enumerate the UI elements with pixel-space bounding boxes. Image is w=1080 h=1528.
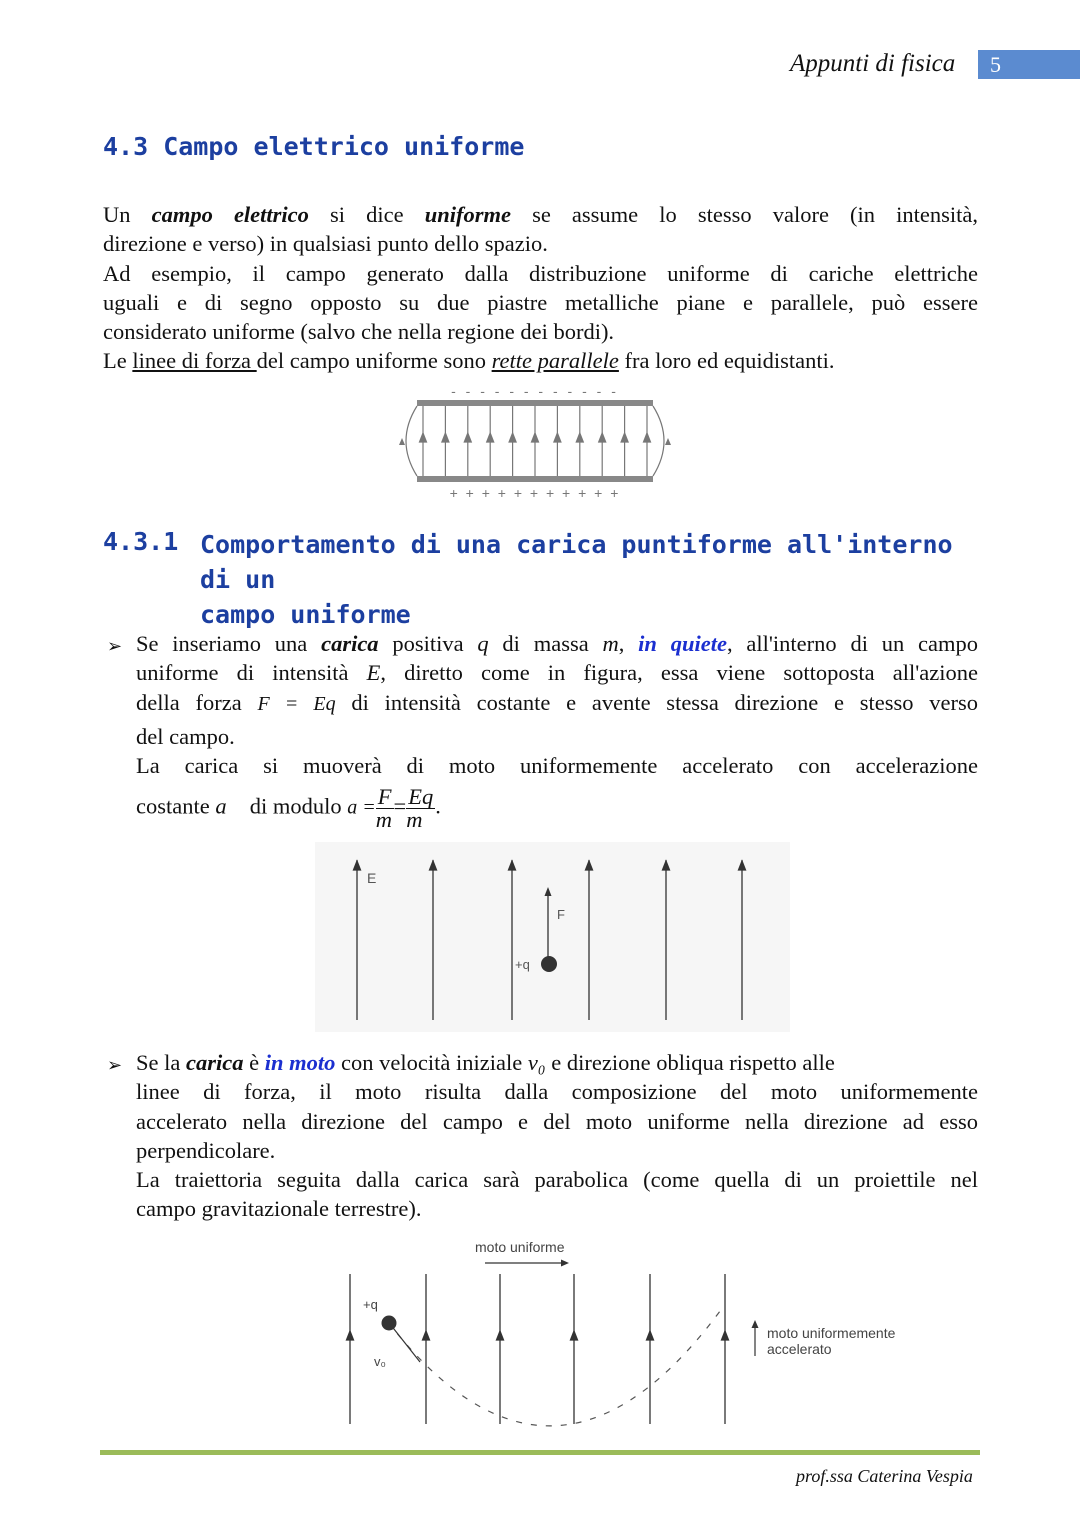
text-line: Le linee di forza del campo uniforme sono rette parallele fra loro ed equidistanti. (103, 348, 835, 374)
edge-arrow-left (399, 438, 405, 445)
trajectory-dashed (388, 1307, 723, 1426)
label-accel-line2: accelerato (767, 1341, 832, 1357)
text-line: Se la carica è in moto con velocità iniziale v₀ e direzione obliqua rispetto alle (136, 1050, 835, 1075)
field-line-arrowhead (487, 433, 494, 442)
top-plate (417, 400, 653, 406)
section-heading: 4.3 Campo elettrico uniforme (103, 132, 525, 161)
subsection-heading (200, 527, 960, 632)
field-line-arrowhead (599, 433, 606, 442)
field-line-arrowhead (423, 1331, 430, 1340)
field-line-arrowhead (509, 433, 516, 442)
text-line: accelerato nella direzione del campo e del moto uniforme nella direzione ad esso (136, 1108, 978, 1134)
edge-field-left (406, 406, 417, 476)
subsection-heading-line2: campo uniforme (200, 600, 411, 629)
field-line-arrowhead (576, 433, 583, 442)
text-line: linee di forza, il moto risulta dalla composizione del moto uniformemente (136, 1079, 978, 1105)
field-line-arrowhead (722, 1331, 729, 1340)
label-uniform-motion: moto uniforme (475, 1239, 565, 1255)
acceleration-arrowhead (752, 1320, 759, 1328)
figure-charge-at-rest (315, 842, 790, 1032)
subsection-heading-line1: Comportamento di una carica puntiforme all'interno di un (200, 530, 953, 594)
field-line-arrowhead (644, 433, 651, 442)
field-line-arrowhead (347, 1331, 354, 1340)
text-line: del campo. (136, 723, 235, 749)
paragraph-definition (103, 200, 978, 376)
text-line: considerato uniforme (salvo che nella regione dei bordi). (103, 319, 615, 345)
figure-parabolic-trajectory (340, 1232, 940, 1432)
label-q: +q (363, 1297, 378, 1312)
text-line: campo gravitazionale terrestre). (136, 1196, 422, 1222)
footer-divider (100, 1450, 980, 1455)
fraction-eq-over-m: $\frac{Eq}{m}$ (406, 784, 434, 833)
subsection-number: 4.3.1 (103, 527, 179, 556)
text-line: La carica si muoverà di moto uniformemente accelerato con accelerazione (136, 753, 978, 779)
field-line-arrowhead (497, 1331, 504, 1340)
field-line-arrowhead (571, 1331, 578, 1340)
page-number: 5 (990, 52, 1001, 77)
bullet-marker: ➢ (107, 1055, 123, 1075)
text-line-formula: costante a⃗ di modulo a = $\frac{F}{m}$ = $\frac{Eq}{m}$ . (136, 784, 441, 833)
label-f: F (557, 907, 565, 922)
text-line: uguali e di segno opposto su due piastre metalliche piane e parallele, può essere (103, 289, 978, 315)
field-line-arrowhead (532, 433, 539, 442)
text-line: La traiettoria seguita dalla carica sarà parabolica (come quella di un proiettile nel (136, 1167, 978, 1193)
fraction-f-over-m: $\frac{F}{m}$ (375, 784, 392, 833)
figure-background (315, 842, 790, 1032)
charge-dot (382, 1316, 397, 1331)
parallel-plates-figure (395, 382, 675, 507)
text-line: perpendicolare. (136, 1137, 276, 1163)
minus-charges: - - - - - - - - - - - - (451, 383, 619, 399)
edge-arrow-right (665, 438, 671, 445)
text-line: Ad esempio, il campo generato dalla distribuzione uniforme di cariche elettriche (103, 260, 978, 286)
field-line-arrowhead (420, 433, 427, 442)
field-line-arrowhead (464, 433, 471, 442)
label-v0: v₀ (374, 1354, 386, 1369)
text-line: Se inseriamo una carica positiva q di massa m, in quiete, all'interno di un campo (136, 631, 978, 656)
field-lines (420, 406, 651, 476)
field-line-arrowhead (621, 433, 628, 442)
field-line-arrowhead (647, 1331, 654, 1340)
v0-vector (390, 1324, 420, 1362)
label-q: +q (515, 957, 530, 972)
label-accel-line1: moto uniformemente (767, 1325, 896, 1341)
text-line: Un campo elettrico si dice uniforme se assume lo stesso valore (in intensità, (103, 202, 979, 227)
field-lines (347, 1274, 729, 1424)
field-line-arrowhead (554, 433, 561, 442)
text-line: direzione e verso) in qualsiasi punto dello spazio. (103, 231, 548, 257)
bottom-plate (417, 476, 653, 482)
field-line-arrowhead (442, 433, 449, 442)
bullet-item-in-motion (136, 1048, 978, 1224)
text-line: uniforme di intensità E, diretto come in figura, essa viene sottoposta all'azione (136, 660, 978, 686)
bullet-marker: ➢ (107, 636, 123, 656)
text-line: della forza F = Eq di intensità costante e avente stessa direzione e stesso verso (136, 689, 979, 715)
edge-field-right (653, 406, 664, 476)
running-header-title: Appunti di fisica (790, 50, 956, 77)
label-e: E (367, 870, 377, 886)
bullet-item-at-rest (136, 629, 978, 831)
uniform-motion-arrowhead (561, 1260, 569, 1267)
plus-charges: + + + + + + + + + + + (449, 485, 621, 501)
charge-dot (541, 956, 557, 972)
footer-author: prof.ssa Caterina Vespia (796, 1466, 973, 1486)
